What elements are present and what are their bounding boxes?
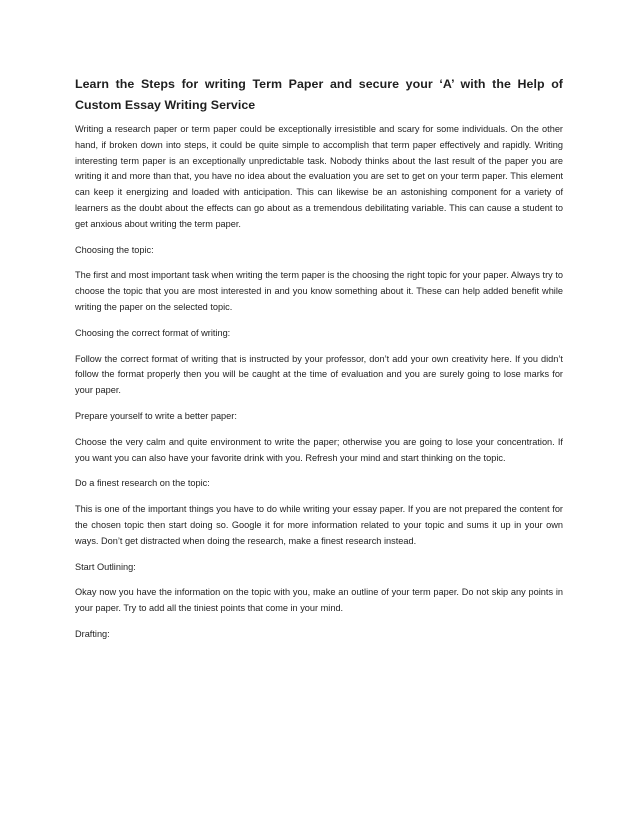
section-heading-drafting: Drafting: — [75, 628, 110, 639]
section-heading-research: Do a finest research on the topic: — [75, 478, 210, 489]
paragraph-correct-format: Follow the correct format of writing that is instructed by your professor, don’t add your own creativity here. If you didn’t follow the format properly then you will be caught at the time of evaluation and you are surely going to lose marks for your paper. — [75, 353, 563, 396]
section-heading-correct-format: Choosing the correct format of writing: — [75, 327, 231, 338]
document-title: Learn the Steps for writing Term Paper and secure your ‘A’ with the Help of Custom Essay Writing Service — [75, 77, 563, 112]
section-heading-prepare-yourself: Prepare yourself to write a better paper: — [75, 410, 237, 421]
section-heading-outlining: Start Outlining: — [75, 561, 136, 572]
section-heading-choosing-topic: Choosing the topic: — [75, 244, 154, 255]
paragraph-choosing-topic: The first and most important task when writing the term paper is the choosing the right topic for your paper. Always try to choose the topic that you are most interested in and you know something about it. These can help added benefit while writing the paper on the selected topic. — [75, 270, 563, 312]
document-page — [75, 74, 563, 653]
paragraph-research: This is one of the important things you have to do while writing your essay paper. If you are not prepared the content for the chosen topic then start doing so. Google it for more information related to your topic and sums it up in your own ways. Don’t get distracted when doing the research, make a finest research instead. — [75, 504, 563, 546]
paragraph-prepare-yourself: Choose the very calm and quite environment to write the paper; otherwise you are going to lose your concentration. If you want you can also have your favorite drink with you. Refresh your mind and start thinking on the topic. — [75, 436, 563, 463]
paragraph-outlining: Okay now you have the information on the topic with you, make an outline of your term paper. Do not skip any points in your paper. Try to add all the tiniest points that come in your mind. — [75, 587, 563, 614]
intro-paragraph: Writing a research paper or term paper could be exceptionally irresistible and scary for some individuals. On the other hand, if broken down into steps, it could be quite simple to accomplish that term paper effectively and rapidly. Writing interesting term paper is an exceptionally unpredictable task. Nobody thinks about the last result of the paper you are writing it and more than that, you have no idea about the evaluation you are set to get on your term paper. This element can keep it energizing and loaded with anticipation. This can likewise be an astonishing component for a variety of learners as the doubt about the effects can go about as a tremendous debilitating variable. This can cause a student to get anxious about writing the term paper. — [75, 124, 563, 229]
